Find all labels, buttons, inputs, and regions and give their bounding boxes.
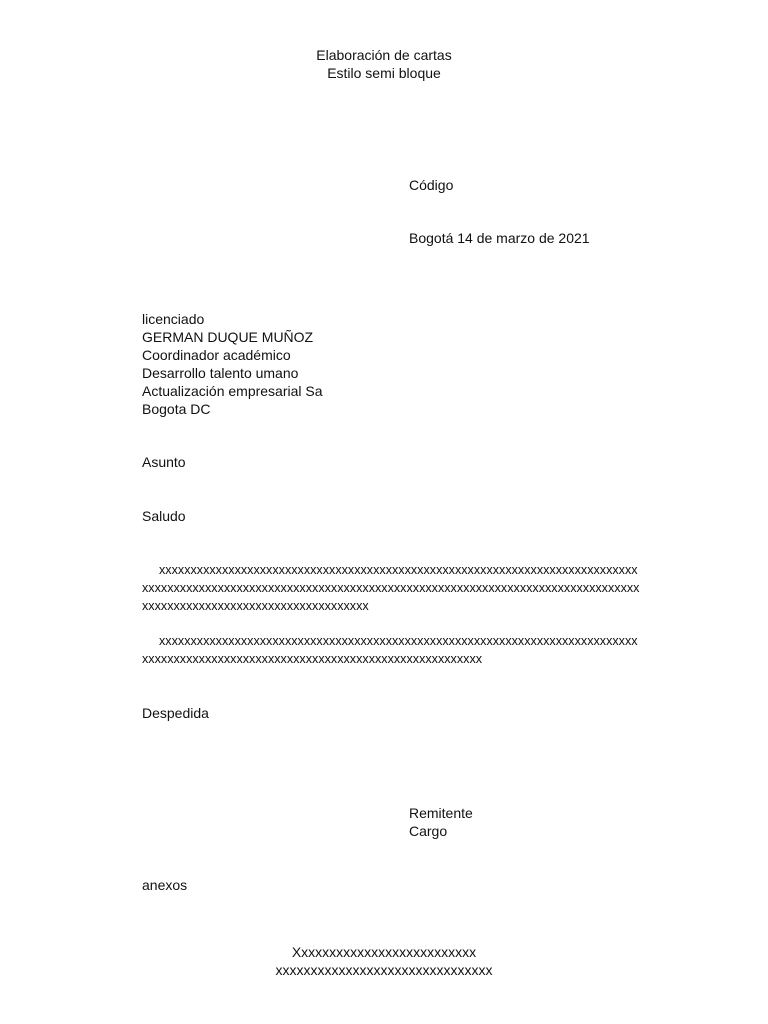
body-paragraph-1 (142, 561, 662, 615)
body-paragraph-1-line: xxxxxxxxxxxxxxxxxxxxxxxxxxxxxxxxxxxxxxxxxxxxxxxxxxxxxxxxxxxxxxxxxxxxxxxxxxxx (159, 563, 638, 577)
recipient-department: Desarrollo talento umano (142, 365, 299, 381)
codigo-label: Código (409, 177, 454, 193)
recipient-position: Coordinador académico (142, 347, 291, 363)
body-paragraph-2 (142, 632, 662, 668)
footer-block (0, 943, 768, 979)
letter-date: Bogotá 14 de marzo de 2021 (409, 230, 590, 246)
footer-line-1: Xxxxxxxxxxxxxxxxxxxxxxxxxx (291, 944, 477, 960)
document-subtitle: Estilo semi bloque (327, 65, 441, 81)
closing-line: Despedida (142, 705, 209, 721)
recipient-block (142, 310, 323, 418)
subject-line: Asunto (142, 454, 186, 470)
recipient-company: Actualización empresarial Sa (142, 383, 323, 399)
footer-line-2: xxxxxxxxxxxxxxxxxxxxxxxxxxxxxxx (275, 962, 493, 978)
sender-name: Remitente (409, 805, 473, 821)
body-paragraph-1-line: xxxxxxxxxxxxxxxxxxxxxxxxxxxxxxxxxxxx (142, 599, 369, 613)
sender-position: Cargo (409, 823, 448, 839)
document-title: Elaboración de cartas (316, 47, 452, 63)
recipient-name: GERMAN DUQUE MUÑOZ (142, 329, 314, 345)
body-paragraph-2-line: xxxxxxxxxxxxxxxxxxxxxxxxxxxxxxxxxxxxxxxxxxxxxxxxxxxxxxxxxxxxxxxxxxxxxxxxxxxx (159, 634, 638, 648)
greeting-line: Saludo (142, 508, 186, 524)
signature-block (409, 804, 473, 840)
recipient-title: licenciado (142, 311, 205, 327)
body-paragraph-1-line: xxxxxxxxxxxxxxxxxxxxxxxxxxxxxxxxxxxxxxxxxxxxxxxxxxxxxxxxxxxxxxxxxxxxxxxxxxxxxxx (142, 581, 640, 595)
document-title-block (0, 46, 768, 82)
recipient-city: Bogota DC (142, 401, 211, 417)
body-paragraph-2-line: xxxxxxxxxxxxxxxxxxxxxxxxxxxxxxxxxxxxxxxxxxxxxxxxxxxxxx (142, 652, 483, 666)
attachments-line: anexos (142, 877, 188, 893)
